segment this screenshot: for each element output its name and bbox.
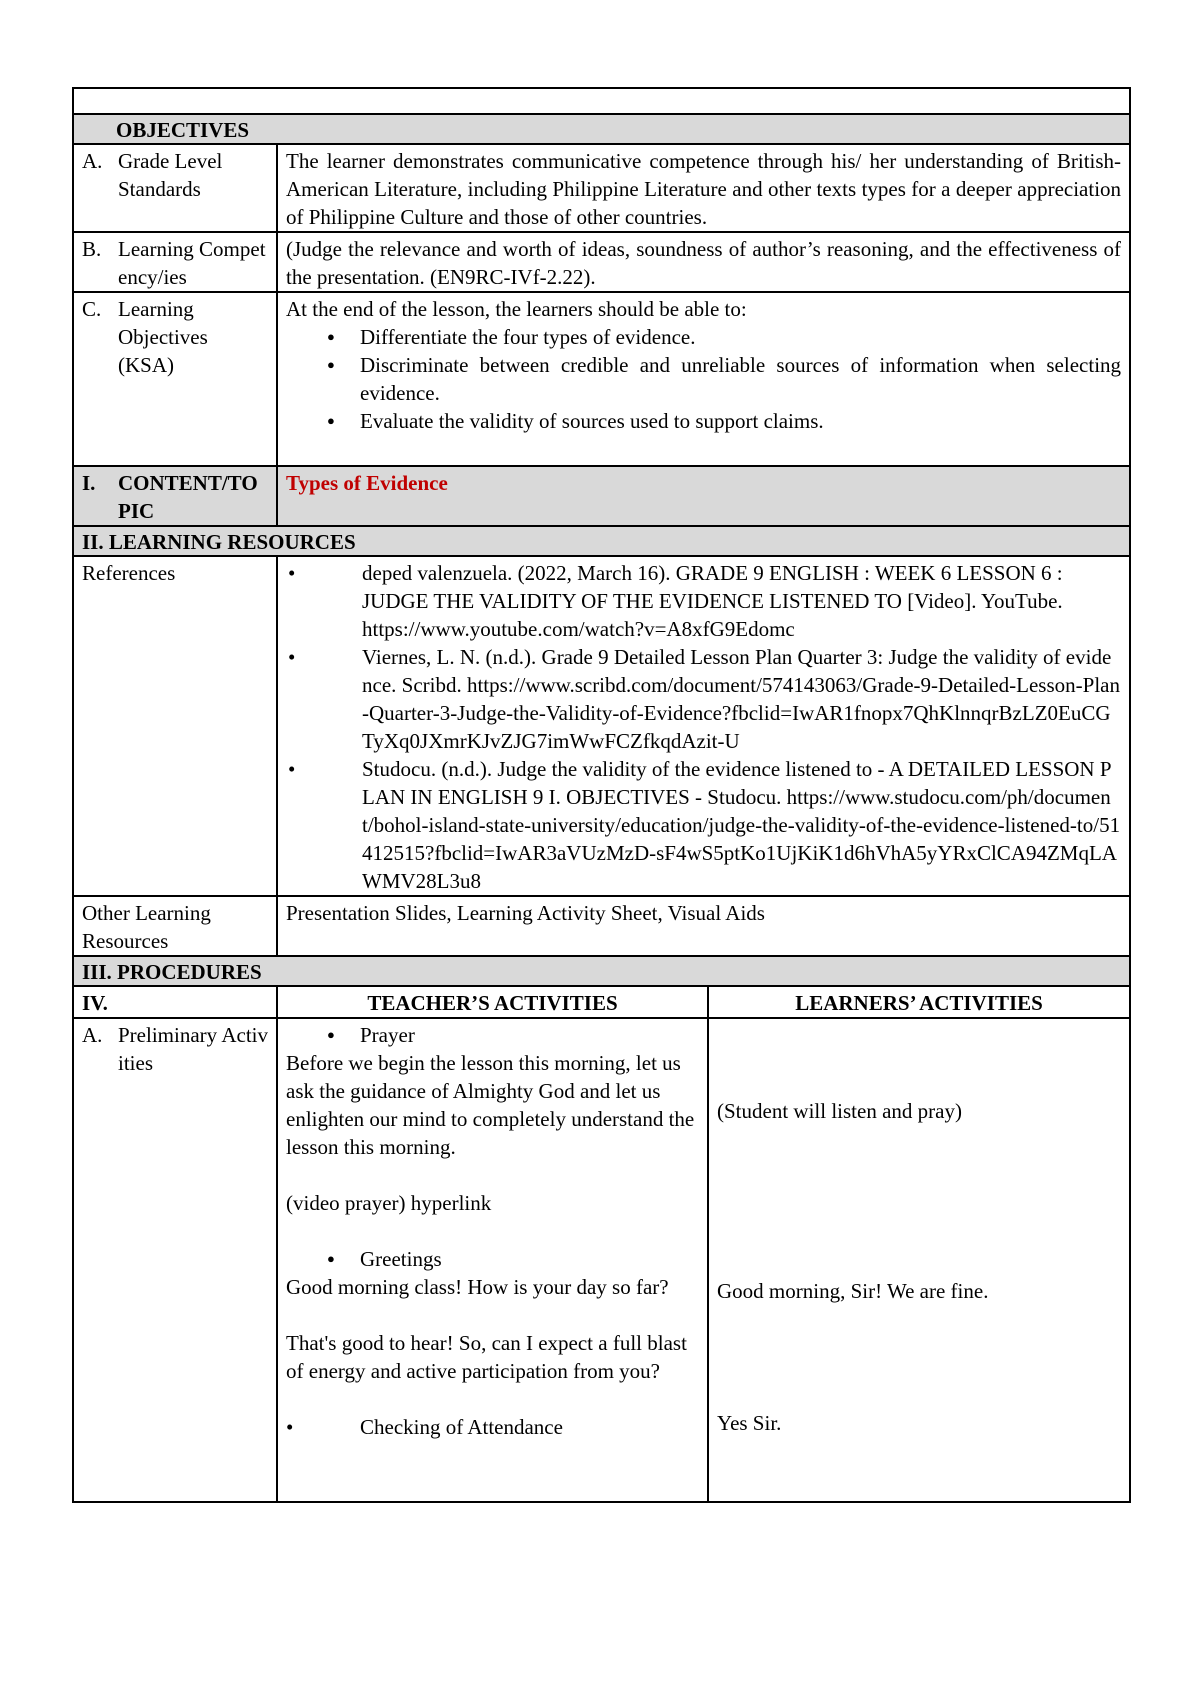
- references-label: References: [73, 556, 277, 896]
- video-prayer-text: (video prayer) hyperlink: [286, 1191, 492, 1215]
- reference-item: [286, 755, 1121, 895]
- attendance-text: Checking of Attendance: [360, 1415, 563, 1439]
- content-label-cell: [73, 466, 277, 526]
- preliminary-row: [73, 1018, 1130, 1502]
- reference-bullet: •: [288, 645, 296, 669]
- followup-text: That's good to hear! So, can I expect a full blast of energy and active participation from you?: [286, 1331, 687, 1383]
- spacer: [286, 1161, 699, 1189]
- resources-heading: II. LEARNING RESOURCES: [73, 526, 1130, 556]
- teacher-activities-header: TEACHER’S ACTIVITIES: [277, 986, 708, 1018]
- learning-objectives-list: [286, 323, 1121, 435]
- reference-text: deped valenzuela. (2022, March 16). GRADE 9 ENGLISH : WEEK 6 LESSON 6 : JUDGE THE VALIDITY OF THE EVIDENCE LISTENED TO [Video]. YouTube. https://www.youtube.com/watch?v=A8xfG9Edomc: [362, 561, 1063, 641]
- greetings-text: Good morning class! How is your day so far?: [286, 1275, 669, 1299]
- spacer: [286, 1385, 699, 1413]
- grade-level-row: [73, 144, 1130, 232]
- competency-label-cell: [73, 232, 277, 292]
- resources-heading-row: [73, 526, 1130, 556]
- activities-header-row: [73, 986, 1130, 1018]
- learning-objectives-label: Learning Objectives (KSA): [118, 297, 208, 377]
- competency-marker: B.: [82, 237, 102, 261]
- learning-objectives-row: [73, 292, 1130, 466]
- reference-text: Studocu. (n.d.). Judge the validity of the evidence listened to - A DETAILED LESSON PLAN IN ENGLISH 9 I. OBJECTIVES - Studocu. https://www.studocu.com/ph/document/bohol-island-state-university/education/judge-the-validity-of-the-evidence-listened-to/51412515?fbclid=IwAR3aVUzMzD-sF4wS5ptKo1UjKiK1d6hVhA5yYRxClCA94ZMqLAWMV28L3u8: [362, 757, 1121, 893]
- objectives-heading-row: [73, 114, 1130, 144]
- attendance-item: [286, 1413, 699, 1441]
- spacer: [286, 1217, 699, 1245]
- blank-row: [73, 88, 1130, 114]
- competency-row: [73, 232, 1130, 292]
- procedures-col-marker: IV.: [73, 986, 277, 1018]
- greetings-title: ● Greetings: [360, 1245, 699, 1273]
- objective-item: ● Evaluate the validity of sources used to support claims.: [360, 407, 1121, 435]
- learning-objectives-intro: At the end of the lesson, the learners should be able to:: [286, 297, 747, 321]
- learning-objectives-label-cell: [73, 292, 277, 466]
- grade-level-marker: A.: [82, 149, 103, 173]
- grade-level-label-cell: [73, 144, 277, 232]
- reference-item: [286, 559, 1121, 643]
- content-row: [73, 466, 1130, 526]
- prayer-list: [286, 1021, 699, 1049]
- greetings-list: [286, 1245, 699, 1273]
- prayer-title: ● Prayer: [360, 1021, 699, 1049]
- prayer-response: (Student will listen and pray): [717, 1099, 962, 1123]
- procedures-heading: III. PROCEDURES: [73, 956, 1130, 986]
- teacher-activities-cell: [277, 1018, 708, 1502]
- learning-objectives-cell: [277, 292, 1130, 466]
- grade-level-text: The learner demonstrates communicative competence through his/ her understanding of British-American Literature, including Philippine Literature and other texts types for a deeper appreciation of Philippine Culture and those of other countries.: [277, 144, 1130, 232]
- lesson-plan-table: [72, 87, 1131, 1503]
- references-cell: [277, 556, 1130, 896]
- other-resources-value: Presentation Slides, Learning Activity Sheet, Visual Aids: [277, 896, 1130, 956]
- preliminary-label: Preliminary Activities: [118, 1023, 268, 1075]
- objective-item: ● Differentiate the four types of evidence.: [360, 323, 1121, 351]
- competency-text: (Judge the relevance and worth of ideas, soundness of author’s reasoning, and the effectiveness of the presentation. (EN9RC-IVf-2.22).: [277, 232, 1130, 292]
- references-row: [73, 556, 1130, 896]
- grade-level-label: Grade Level Standards: [118, 149, 223, 201]
- learner-activities-cell: [708, 1018, 1130, 1502]
- prayer-text: Before we begin the lesson this morning, let us ask the guidance of Almighty God and let us enlighten our mind to completely understand the lesson this morning.: [286, 1051, 695, 1159]
- preliminary-label-cell: [73, 1018, 277, 1502]
- other-resources-label: Other Learning Resources: [73, 896, 277, 956]
- content-label: CONTENT/TOPIC: [118, 471, 258, 523]
- competency-label: Learning Competency/ies: [118, 237, 266, 289]
- reference-text: Viernes, L. N. (n.d.). Grade 9 Detailed Lesson Plan Quarter 3: Judge the validity of evidence. Scribd. https://www.scribd.com/document/574143063/Grade-9-Detailed-Lesson-Plan-Quarter-3-Judge-the-Validity-of-Evidence?fbclid=IwAR1fnopx7QhKlnnqrBzLZ0EuCGTyXq0JXmrKJvZJG7imWwFCZfkqdAzit-U: [362, 645, 1120, 753]
- yes-response: Yes Sir.: [717, 1411, 782, 1435]
- spacer: [286, 1301, 699, 1329]
- objectives-heading: OBJECTIVES: [73, 114, 1130, 144]
- reference-item: [286, 643, 1121, 755]
- reference-bullet: •: [288, 561, 296, 585]
- greeting-response: Good morning, Sir! We are fine.: [717, 1279, 989, 1303]
- learner-activities-header: LEARNERS’ ACTIVITIES: [708, 986, 1130, 1018]
- procedures-heading-row: [73, 956, 1130, 986]
- other-resources-row: [73, 896, 1130, 956]
- content-topic: Types of Evidence: [277, 466, 1130, 526]
- reference-bullet: •: [288, 757, 296, 781]
- content-marker: I.: [82, 471, 96, 495]
- objective-item: ● Discriminate between credible and unreliable sources of information when selecting evidence.: [360, 351, 1121, 407]
- attendance-bullet: •: [286, 1415, 294, 1439]
- blank-cell: [73, 88, 1130, 114]
- lesson-plan-page: [72, 87, 1129, 1503]
- preliminary-marker: A.: [82, 1023, 103, 1047]
- learning-objectives-marker: C.: [82, 297, 102, 321]
